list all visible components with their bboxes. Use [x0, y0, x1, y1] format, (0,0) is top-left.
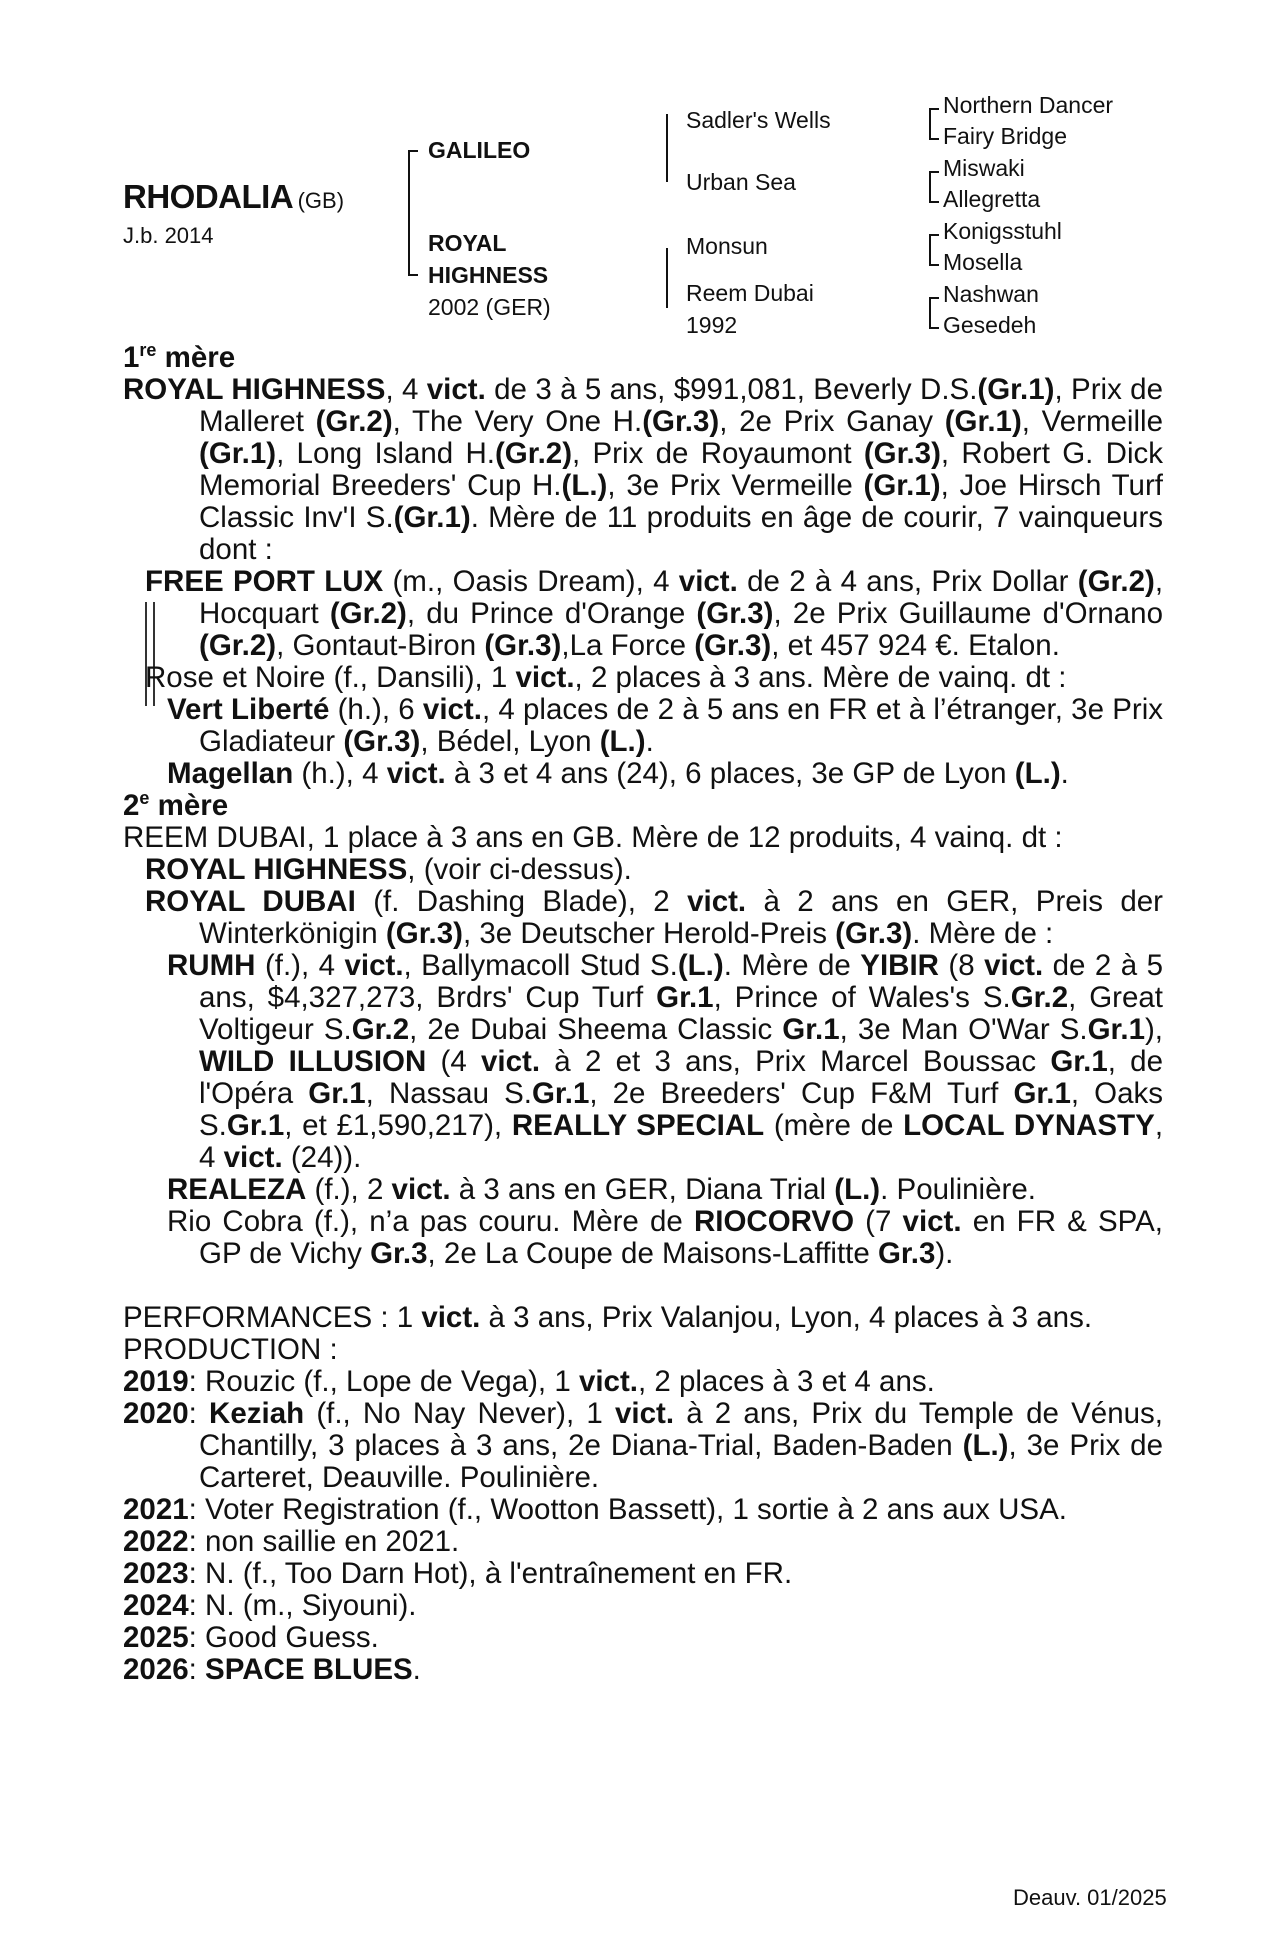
dam-name-line2: HIGHNESS	[428, 262, 549, 288]
first-dam-heading: 1re mère	[123, 340, 236, 374]
magellan-entry: Magellan (h.), 4 vict. à 3 et 4 ans (24), 6 places, 3e GP de Lyon (L.).	[167, 757, 1069, 790]
production-2024: 2024: N. (m., Siyouni).	[123, 1589, 417, 1622]
granddam-year: 1992	[686, 312, 738, 338]
production-2021: 2021: Voter Registration (f., Wootton Bassett), 1 sortie à 2 ans aux USA.	[123, 1493, 1067, 1526]
dam-bracket	[666, 248, 676, 308]
free-port-lux-entry: FREE PORT LUX (m., Oasis Dream), 4 vict. de 2 à 4 ans, Prix Dollar (Gr.2), Hocquart (Gr.2), du Prince d'Orange (Gr.3), 2e Prix Guillaume d'Ornano (Gr.2), Gontaut-Biron (Gr.3),La Force (Gr.3), et 457 924 €. Etalon.	[145, 565, 1164, 662]
production-2023: 2023: N. (f., Too Darn Hot), à l'entraînement en FR.	[123, 1557, 793, 1590]
ggp-3: Miswaki	[943, 155, 1025, 181]
realeza-entry: REALEZA (f.), 2 vict. à 3 ans en GER, Diana Trial (L.). Poulinière.	[167, 1173, 1036, 1206]
ggp-7: Nashwan	[943, 281, 1039, 307]
ggp-1: Northern Dancer	[943, 92, 1114, 118]
ggp-2: Fairy Bridge	[943, 123, 1067, 149]
ggp-4: Allegretta	[943, 186, 1041, 212]
royal-dubai-entry: ROYAL DUBAI (f. Dashing Blade), 2 vict. à 2 ans en GER, Preis der Winterkönigin (Gr.3), 3e Deutscher Herold-Preis (Gr.3). Mère de :	[145, 885, 1164, 950]
production-2026: 2026: SPACE BLUES.	[123, 1653, 421, 1686]
sire-bracket	[666, 114, 676, 182]
production-2020: 2020: Keziah (f., No Nay Never), 1 vict. à 2 ans, Prix du Temple de Vénus, Chantilly, 3 places à 3 ans, 2e Diana-Trial, Baden-Baden (L.), 3e Prix de Carteret, Deauville. Poulinière.	[123, 1397, 1163, 1494]
royal-highness-ref: ROYAL HIGHNESS, (voir ci-dessus).	[145, 853, 632, 886]
catalogue-body	[123, 342, 1163, 1686]
performances-line: PERFORMANCES : 1 vict. à 3 ans, Prix Valanjou, Lyon, 4 places à 3 ans.	[123, 1301, 1093, 1334]
dam-info: 2002 (GER)	[428, 294, 551, 320]
second-dam-heading: 2e mère	[123, 788, 229, 822]
ggp-bracket-4	[929, 297, 939, 329]
dam-name-line1: ROYAL	[428, 230, 507, 256]
rose-et-noire-entry: Rose et Noire (f., Dansili), 1 vict., 2 places à 3 ans. Mère de vainq. dt :	[145, 661, 1067, 694]
pedigree-bracket	[408, 150, 418, 276]
sire-name: GALILEO	[428, 137, 531, 163]
ggp-bracket-3	[929, 234, 939, 266]
first-dam-entry: ROYAL HIGHNESS, 4 vict. de 3 à 5 ans, $991,081, Beverly D.S.(Gr.1), Prix de Malleret (Gr.2), The Very One H.(Gr.3), 2e Prix Ganay (Gr.1), Vermeille (Gr.1), Long Island H.(Gr.2), Prix de Royaumont (Gr.3), Robert G. Dick Memorial Breeders' Cup H.(L.), 3e Prix Vermeille (Gr.1), Joe Hirsch Turf Classic Inv'I S.(Gr.1). Mère de 11 produits en âge de courir, 7 vainqueurs dont :	[123, 373, 1164, 566]
production-2022: 2022: non saillie en 2021.	[123, 1525, 460, 1558]
ggp-8: Gesedeh	[943, 312, 1037, 338]
ggp-bracket-1	[929, 108, 939, 140]
production-label: PRODUCTION :	[123, 1333, 338, 1366]
grandsire-paternal: Sadler's Wells	[686, 107, 831, 133]
granddam-paternal: Urban Sea	[686, 169, 796, 195]
second-dam-intro: REEM DUBAI, 1 place à 3 ans en GB. Mère de 12 produits, 4 vainq. dt :	[123, 821, 1063, 854]
grandsire-maternal: Monsun	[686, 233, 768, 259]
ggp-6: Mosella	[943, 249, 1023, 275]
ggp-bracket-2	[929, 171, 939, 203]
ggp-5: Konigsstuhl	[943, 218, 1062, 244]
production-2019: 2019: Rouzic (f., Lope de Vega), 1 vict., 2 places à 3 et 4 ans.	[123, 1365, 935, 1398]
footer-reference: Deauv. 01/2025	[1013, 1885, 1167, 1910]
horse-name: RHODALIA	[123, 178, 294, 215]
granddam-maternal: Reem Dubai	[686, 280, 814, 306]
rumh-entry: RUMH (f.), 4 vict., Ballymacoll Stud S.(L.). Mère de YIBIR (8 vict. de 2 à 5 ans, $4,327,273, Brdrs' Cup Turf Gr.1, Prince of Wales's S.Gr.2, Great Voltigeur S.Gr.2, 2e Dubai Sheema Classic Gr.1, 3e Man O'War S.Gr.1), WILD ILLUSION (4 vict. à 2 et 3 ans, Prix Marcel Boussac Gr.1, de l'Opéra Gr.1, Nassau S.Gr.1, 2e Breeders' Cup F&M Turf Gr.1, Oaks S.Gr.1, et £1,590,217), REALLY SPECIAL (mère de LOCAL DYNASTY, 4 vict. (24)).	[167, 949, 1164, 1174]
vert-liberte-entry: Vert Liberté (h.), 6 vict., 4 places de 2 à 5 ans en FR et à l’étranger, 3e Prix Gladiateur (Gr.3), Bédel, Lyon (L.).	[167, 693, 1164, 758]
horse-info: J.b. 2014	[123, 223, 214, 248]
horse-name-line	[123, 178, 344, 216]
production-2025: 2025: Good Guess.	[123, 1621, 379, 1654]
rio-cobra-entry: Rio Cobra (f.), n’a pas couru. Mère de RIOCORVO (7 vict. en FR & SPA, GP de Vichy Gr.3, 2e La Coupe de Maisons-Laffitte Gr.3).	[167, 1205, 1163, 1270]
horse-country: (GB)	[297, 188, 345, 213]
